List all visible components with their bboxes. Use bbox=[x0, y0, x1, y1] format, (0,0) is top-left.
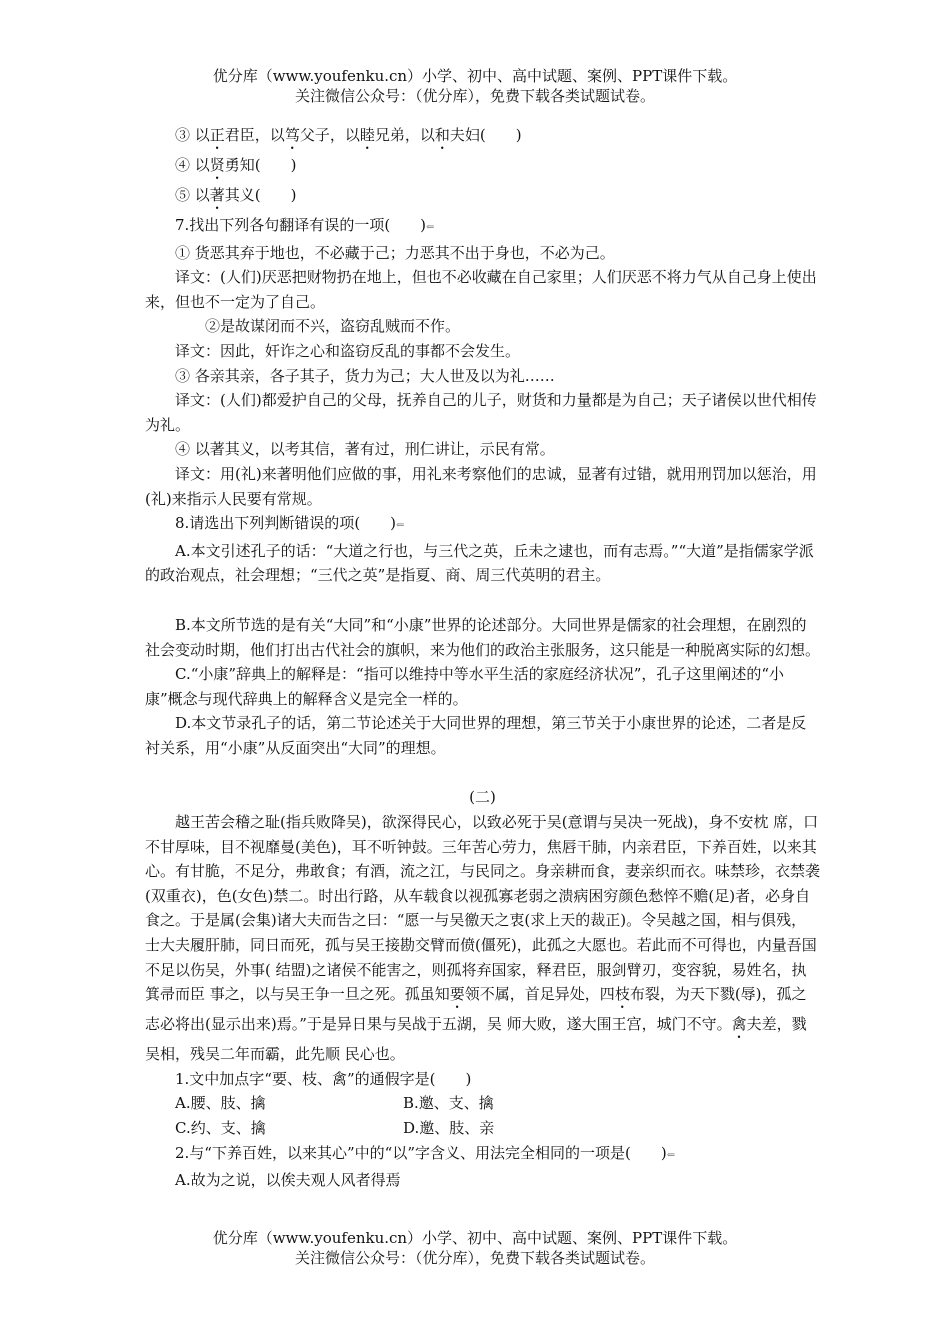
footer-line-2: 关注微信公众号：（优分库），免费下载各类试题试卷。 bbox=[294, 1249, 655, 1267]
s2q1-options-row-2 bbox=[145, 1116, 820, 1141]
q8-option-d: D.本文节录孔子的话，第二节论述关于大同世界的理想，第三节关于小康世界的论述，二者是反衬关系，用“小康”从反面突出“大同”的理想。 bbox=[145, 714, 807, 757]
document-body bbox=[145, 123, 820, 1193]
q6-item-3: ③ 以正君臣，以笃父子，以睦兄弟，以和夫妇( ) bbox=[175, 126, 522, 144]
q8-title: 8.请选出下列判断错误的项( )⇐ bbox=[175, 514, 405, 533]
paragraph-gap bbox=[145, 760, 820, 785]
dotted-char: 和 bbox=[434, 126, 450, 144]
s2q2-title: 2.与“下养百姓，以来其心”中的“以”字含义、用法完全相同的一项是( )⇐ bbox=[175, 1143, 676, 1162]
q7-translation-3: 译文：(人们)都爱护自己的父母，抚养自己的儿子，财货和力量都是为自己；天子诸侯以世代相传为礼。 bbox=[145, 391, 817, 434]
dotted-char: 笃 bbox=[284, 126, 300, 144]
q8-option-a: A.本文引述孔子的话：“大道之行也，与三代之英，丘未之逮也，而有志焉。”“大道”是指儒家学派的政治观点，社会理想；“三代之英”是指夏、商、周三代英明的君主。 bbox=[145, 541, 814, 585]
s2q2-option-a: A.故为之说，以俟夫观人风者得焉 bbox=[175, 1171, 401, 1190]
return-mark-icon: ⇐ bbox=[666, 1149, 676, 1161]
header-line-1: 优分库（www.youfenku.cn）小学、初中、高中试题、案例、PPT课件下载。 bbox=[212, 67, 738, 85]
q7-sentence-3: ③ 各亲其亲，各子其子，货力为己；大人世及以为礼…… bbox=[175, 366, 555, 385]
header-line-2: 关注微信公众号：（优分库），免费下载各类试题试卷。 bbox=[294, 87, 655, 105]
dotted-char: 枝 bbox=[614, 985, 630, 1004]
q7-translation-2: 译文：因此，奸诈之心和盗窃反乱的事都不会发生。 bbox=[175, 341, 521, 360]
q7-title: 7.找出下列各句翻译有误的一项( )⇐ bbox=[175, 216, 435, 234]
s2q1-option-d: D.邀、肢、亲 bbox=[403, 1119, 495, 1137]
footer-line-1: 优分库（www.youfenku.cn）小学、初中、高中试题、案例、PPT课件下载。 bbox=[212, 1229, 738, 1247]
s2q1-option-a: A.腰、肢、擒 bbox=[175, 1094, 266, 1113]
page-header bbox=[0, 66, 950, 106]
dotted-char: 要 bbox=[449, 985, 465, 1004]
s2q1-option-b: B.邀、支、擒 bbox=[403, 1094, 494, 1113]
q7-translation-4: 译文：用(礼)来著明他们应做的事，用礼来考察他们的忠诚，显著有过错，就用刑罚加以惩治，用(礼)来指示人民要有常规。 bbox=[145, 464, 817, 508]
return-mark-icon: ⇐ bbox=[396, 520, 405, 532]
dotted-char: 睦 bbox=[359, 126, 375, 144]
q7-sentence-4: ④ 以著其义，以考其信，著有过，刑仁讲让，示民有常。 bbox=[175, 440, 555, 459]
dotted-char: 正 bbox=[209, 126, 225, 144]
passage-text: 越王苦会稽之耻(指兵败降吴)，欲深得民心，以致必死于吴(意谓与吴决一死战)，身不安枕 席，口不甘厚味，目不视靡曼(美色)，耳不听钟鼓。三年苦心劳力，焦唇干肺，内亲君臣，下养百姓，以来其心。有甘脆，不足分，弗敢食；有酒，流之江，与民同之。身亲耕而食，妻亲织而衣。味禁珍，衣禁袭(双重衣)，色(女色)禁二。时出行路，从车载食以视孤寡老弱之溃病困穷颜色愁悴不赡(足)者，必身自食之。于是属(会集)诸大夫而告之曰：“愿一与吴徼天之衷(求上天的裁正)。令吴越之国，相与俱残，士大夫履肝肺，同日而死，孤与吴王接勘交臂而偾(僵死)，此孤之大愿也。若此而不可得也，内量吾国不足以伤吴，外事( 结盟)之诸侯不能害之，则孤将弃国家，释君臣，服剑臂刃，变容貌，易姓名，执箕帚而臣 事之，以与吴王争一旦之死。孤虽知要领不属，首足异处，四枝布裂，为天下戮(辱)，孤之志必将出(显示出来)焉。”于是异日果与吴战于五湖，吴 师大败，遂大围王宫，城门不守。禽夫差，戮吴相，残吴二年而霸，此先顺 民心也。 bbox=[145, 813, 821, 1064]
section-title: (二) bbox=[469, 788, 496, 807]
dotted-char: 禽 bbox=[731, 1015, 747, 1034]
dotted-char: 著 bbox=[209, 186, 225, 204]
q7-translation-1: 译文：(人们)厌恶把财物扔在地上，但也不必收藏在自己家里；人们厌恶不将力气从自己身上使出来，但也不一定为了自己。 bbox=[145, 268, 817, 311]
q6-item-4: ④ 以贤勇知( ) bbox=[175, 156, 297, 174]
dotted-char: 贤 bbox=[209, 156, 225, 174]
s2q1-options-row-1 bbox=[145, 1091, 820, 1116]
q7-sentence-1: ① 货恶其弃于地也，不必藏于己；力恶其不出于身也，不必为己。 bbox=[175, 243, 615, 262]
q8-option-c: C.“小康”辞典上的解释是：“指可以维持中等水平生活的家庭经济状况”，孔子这里阐述的“小康”概念与现代辞典上的解释含义是完全一样的。 bbox=[145, 665, 785, 708]
q7-sentence-2: ②是故谋闭而不兴，盗窃乱贼而不作。 bbox=[205, 317, 461, 336]
q6-item-5: ⑤ 以著其义( ) bbox=[175, 186, 297, 204]
page-footer bbox=[0, 1228, 950, 1268]
return-mark-icon: ⇐ bbox=[426, 222, 435, 233]
paragraph-gap bbox=[145, 588, 820, 613]
s2q1-title: 1.文中加点字“要、枝、禽”的通假字是( ) bbox=[175, 1069, 472, 1088]
s2q1-option-c: C.约、支、擒 bbox=[175, 1119, 266, 1137]
q8-option-b: B.本文所节选的是有关“大同”和“小康”世界的论述部分。大同世界是儒家的社会理想，在剧烈的社会变动时期，他们打出古代社会的旗帜，来为他们的政治主张服务，这只能是一种脱离实际的幻想。 bbox=[145, 615, 821, 659]
